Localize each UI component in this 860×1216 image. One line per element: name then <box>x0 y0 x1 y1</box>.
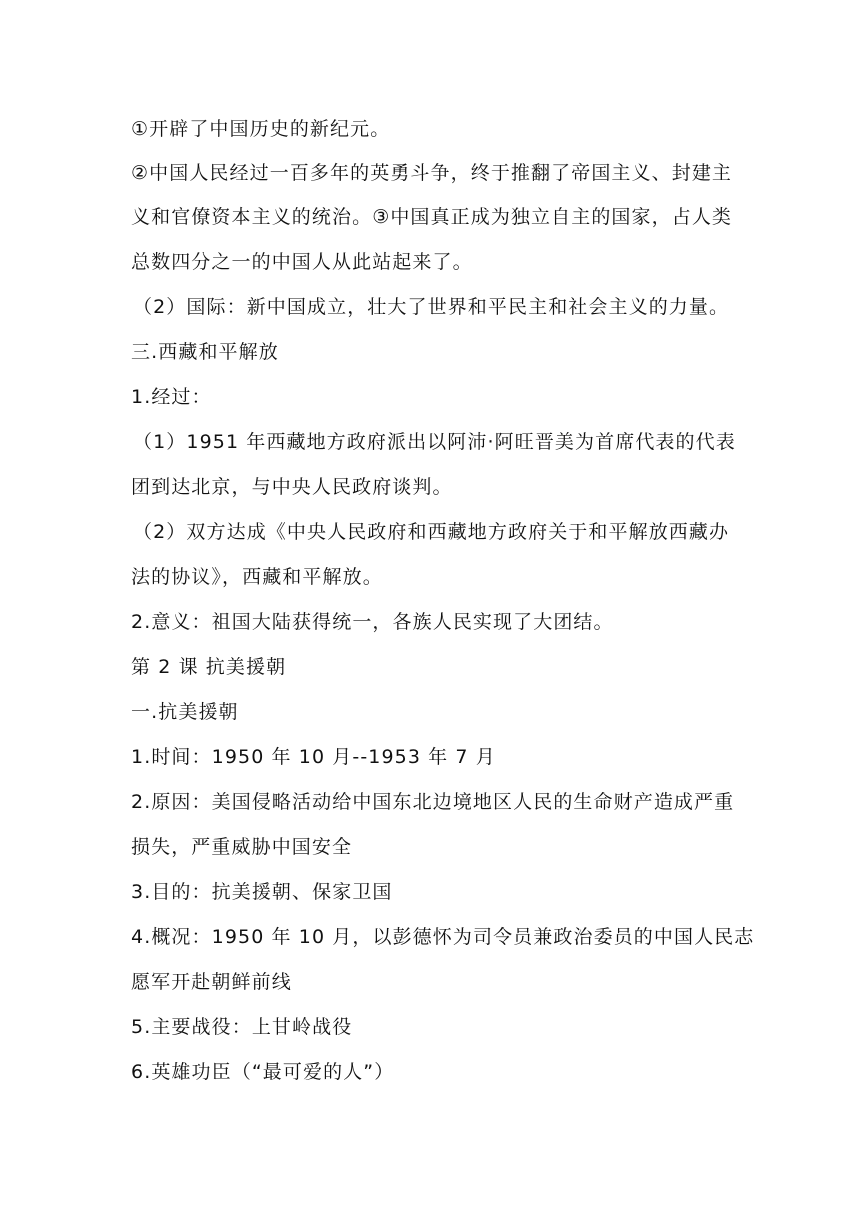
text-line-11: 法的协议》，西藏和平解放。 <box>131 566 383 588</box>
text-line-3: 义和官僚资本主义的统治。③中国真正成为独立自主的国家，占人类 <box>131 206 733 228</box>
text-line-17: 损失，严重威胁中国安全 <box>131 836 353 858</box>
section-heading-korea: 一.抗美援朝 <box>131 701 239 723</box>
text-line-4: 总数四分之一的中国人从此站起来了。 <box>131 251 473 273</box>
text-line-5: （2）国际：新中国成立，壮大了世界和平民主和社会主义的力量。 <box>133 296 730 318</box>
text-line-22: 6.英雄功臣（“最可爱的人”） <box>131 1061 395 1083</box>
text-line-18: 3.目的：抗美援朝、保家卫国 <box>131 881 393 903</box>
text-line-21: 5.主要战役：上甘岭战役 <box>131 1016 353 1038</box>
text-line-7: 1.经过： <box>131 386 212 408</box>
section-heading-tibet: 三.西藏和平解放 <box>131 341 279 363</box>
text-line-9: 团到达北京，与中央人民政府谈判。 <box>131 476 453 498</box>
text-line-20: 愿军开赴朝鲜前线 <box>131 971 292 993</box>
lesson-heading: 第 2 课 抗美援朝 <box>131 656 287 678</box>
text-line-8: （1）1951 年西藏地方政府派出以阿沛·阿旺晋美为首席代表的代表 <box>133 431 736 453</box>
text-line-1: ①开辟了中国历史的新纪元。 <box>131 118 391 140</box>
text-line-15: 1.时间：1950 年 10 月--1953 年 7 月 <box>131 746 496 768</box>
text-line-19: 4.概况：1950 年 10 月，以彭德怀为司令员兼政治委员的中国人民志 <box>131 926 755 948</box>
text-line-16: 2.原因：美国侵略活动给中国东北边境地区人民的生命财产造成严重 <box>131 791 735 813</box>
text-line-2: ②中国人民经过一百多年的英勇斗争，终于推翻了帝国主义、封建主 <box>131 162 733 184</box>
text-line-12: 2.意义：祖国大陆获得统一，各族人民实现了大团结。 <box>131 611 614 633</box>
text-line-10: （2）双方达成《中央人民政府和西藏地方政府关于和平解放西藏办 <box>133 521 730 543</box>
